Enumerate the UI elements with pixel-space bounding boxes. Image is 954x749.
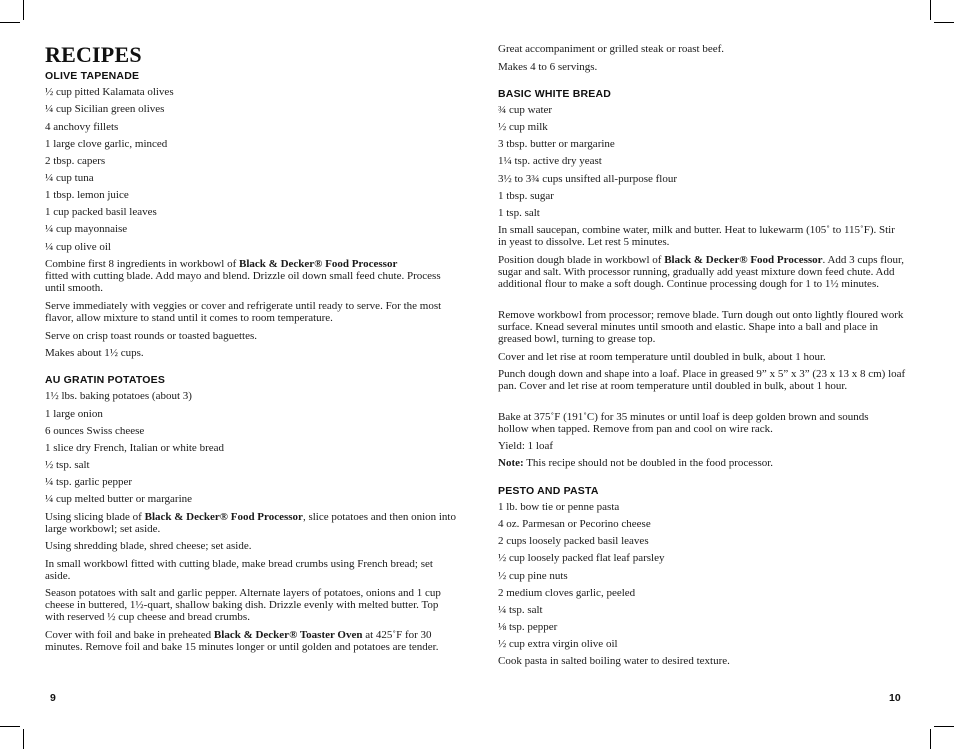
list-item: ¼ cup Sicilian green olives: [45, 103, 165, 115]
list-item: ¼ cup melted butter or margarine: [45, 493, 193, 505]
list-item: ½ tsp. salt: [45, 459, 90, 471]
crop-mark-top-left-h: [0, 22, 20, 23]
list-item: 2 cups loosely packed basil leaves: [498, 535, 649, 547]
list-item: 1 cup packed basil leaves: [45, 206, 157, 218]
list-item: 1¼ tsp. active dry yeast: [498, 155, 602, 167]
list-item: 3½ to 3¾ cups unsifted all-purpose flour: [498, 173, 678, 185]
list-item: 1 tbsp. sugar: [498, 190, 554, 202]
brand-name: Black & Decker® Food Processor: [239, 258, 398, 270]
list-item: ¼ tsp. garlic pepper: [45, 476, 133, 488]
list-item: 2 tbsp. capers: [45, 155, 106, 167]
list-item: ½ cup loosely packed flat leaf parsley: [498, 552, 665, 564]
instruction-text: . Add 3 cups flour, sugar and salt. With processor running, gradually add yeast mixture down feed chute. Add additional flour to make a soft dough. Continue processing dough for 1 to 1½ minutes.: [498, 254, 904, 290]
instruction-paragraph: [45, 629, 457, 653]
list-item: ¼ cup olive oil: [45, 241, 111, 253]
list-item: ¼ cup mayonnaise: [45, 223, 128, 235]
list-item: ½ cup extra virgin olive oil: [498, 638, 618, 650]
instruction-text: fitted with cutting blade. Add mayo and blend. Drizzle oil down small feed chute. Process until smooth.: [45, 270, 441, 294]
list-item: ½ cup milk: [498, 121, 548, 133]
instruction-paragraph: Using shredding blade, shred cheese; set aside.: [45, 540, 252, 552]
list-item: 1 tbsp. lemon juice: [45, 189, 129, 201]
recipe-heading-pesto-pasta: PESTO AND PASTA: [498, 485, 599, 497]
page-number-left: 9: [50, 692, 56, 704]
crop-mark-top-left: [23, 0, 24, 20]
instruction-paragraph: In small saucepan, combine water, milk and butter. Heat to lukewarm (105˚ to 115˚F). Stir in yeast to dissolve. Let rest 5 minutes.: [498, 224, 895, 248]
list-item: ½ cup pitted Kalamata olives: [45, 86, 174, 98]
instruction-paragraph: [45, 258, 457, 294]
brand-name: Black & Decker® Food Processor: [664, 254, 823, 266]
list-item: ⅛ tsp. pepper: [498, 621, 558, 633]
intro-text: Great accompaniment or grilled steak or roast beef.: [498, 43, 725, 55]
note-text: [498, 457, 773, 469]
crop-mark-bottom-right: [930, 729, 931, 749]
list-item: 2 medium cloves garlic, peeled: [498, 587, 636, 599]
instruction-text: at 425˚F for 30 minutes. Remove foil and bake 15 minutes longer or until golden and potatoes are tender.: [45, 629, 439, 653]
brand-name: Black & Decker® Food Processor: [144, 511, 303, 523]
instruction-text: Position dough blade in workbowl of: [498, 254, 665, 266]
list-item: 1 lb. bow tie or penne pasta: [498, 501, 620, 513]
yield-text: Makes about 1½ cups.: [45, 347, 144, 359]
instruction-paragraph: In small workbowl fitted with cutting blade, make bread crumbs using French bread; set aside.: [45, 558, 433, 582]
list-item: 1 tsp. salt: [498, 207, 540, 219]
crop-mark-bottom-right-h: [934, 726, 954, 727]
list-item: 1 slice dry French, Italian or white bread: [45, 442, 224, 454]
instruction-paragraph: Cover and let rise at room temperature until doubled in bulk, about 1 hour.: [498, 351, 826, 363]
list-item: 1 large onion: [45, 408, 103, 420]
note-label: Note:: [498, 457, 524, 469]
crop-mark-bottom-left: [23, 729, 24, 749]
instruction-paragraph: [498, 254, 910, 290]
instruction-text: Cover with foil and bake in preheated: [45, 629, 214, 641]
instruction-paragraph: Cook pasta in salted boiling water to desired texture.: [498, 655, 730, 667]
instruction-text: Using slicing blade of: [45, 511, 145, 523]
list-item: 1½ lbs. baking potatoes (about 3): [45, 390, 192, 402]
instruction-paragraph: Season potatoes with salt and garlic pepper. Alternate layers of potatoes, onions and 1 cup cheese in buttered, 1½-quart, shallow baking dish. Drizzle evenly with melted butter. Top with reserved ½ cup cheese and bread crumbs.: [45, 587, 441, 623]
instruction-paragraph: [45, 511, 457, 535]
page-title: RECIPES: [45, 42, 142, 67]
yield-text: Yield: 1 loaf: [498, 440, 553, 452]
yield-text: Makes 4 to 6 servings.: [498, 61, 598, 73]
instruction-paragraph: Punch dough down and shape into a loaf. Place in greased 9” x 5” x 3” (23 x 13 x 8 cm) loaf pan. Cover and let rise at room temperature until doubled in bulk, about 1 hour.: [498, 368, 906, 392]
page-number-right: 10: [889, 692, 901, 704]
instruction-text: , slice potatoes and then onion into large workbowl; set aside.: [45, 511, 456, 535]
recipe-heading-au-gratin: AU GRATIN POTATOES: [45, 374, 166, 386]
recipe-heading-basic-white-bread: BASIC WHITE BREAD: [498, 88, 612, 100]
recipe-heading-olive-tapenade: OLIVE TAPENADE: [45, 70, 140, 82]
list-item: 6 ounces Swiss cheese: [45, 425, 145, 437]
list-item: ¼ cup tuna: [45, 172, 94, 184]
note-body: This recipe should not be doubled in the food processor.: [523, 457, 774, 469]
crop-mark-top-right: [930, 0, 931, 20]
list-item: 1 large clove garlic, minced: [45, 138, 168, 150]
list-item: 4 oz. Parmesan or Pecorino cheese: [498, 518, 651, 530]
crop-mark-top-right-h: [934, 22, 954, 23]
instruction-paragraph: Bake at 375˚F (191˚C) for 35 minutes or until loaf is deep golden brown and sounds hollow when tapped. Remove from pan and cool on wire rack.: [498, 411, 869, 435]
instruction-paragraph: Serve on crisp toast rounds or toasted baguettes.: [45, 330, 258, 342]
instruction-text: Combine first 8 ingredients in workbowl of: [45, 258, 240, 270]
list-item: ¼ tsp. salt: [498, 604, 543, 616]
instruction-paragraph: Serve immediately with veggies or cover and refrigerate until ready to serve. For the most flavor, allow mixture to stand until it comes to room temperature.: [45, 300, 442, 324]
list-item: ½ cup pine nuts: [498, 570, 568, 582]
crop-mark-bottom-left-h: [0, 726, 20, 727]
instruction-paragraph: Remove workbowl from processor; remove blade. Turn dough out onto lightly floured work surface. Knead several minutes until smooth and elastic. Shape into a ball and place in greased bowl, turning to grease top.: [498, 309, 904, 345]
brand-name: Black & Decker® Toaster Oven: [213, 629, 363, 641]
list-item: ¾ cup water: [498, 104, 553, 116]
list-item: 4 anchovy fillets: [45, 121, 119, 133]
list-item: 3 tbsp. butter or margarine: [498, 138, 615, 150]
